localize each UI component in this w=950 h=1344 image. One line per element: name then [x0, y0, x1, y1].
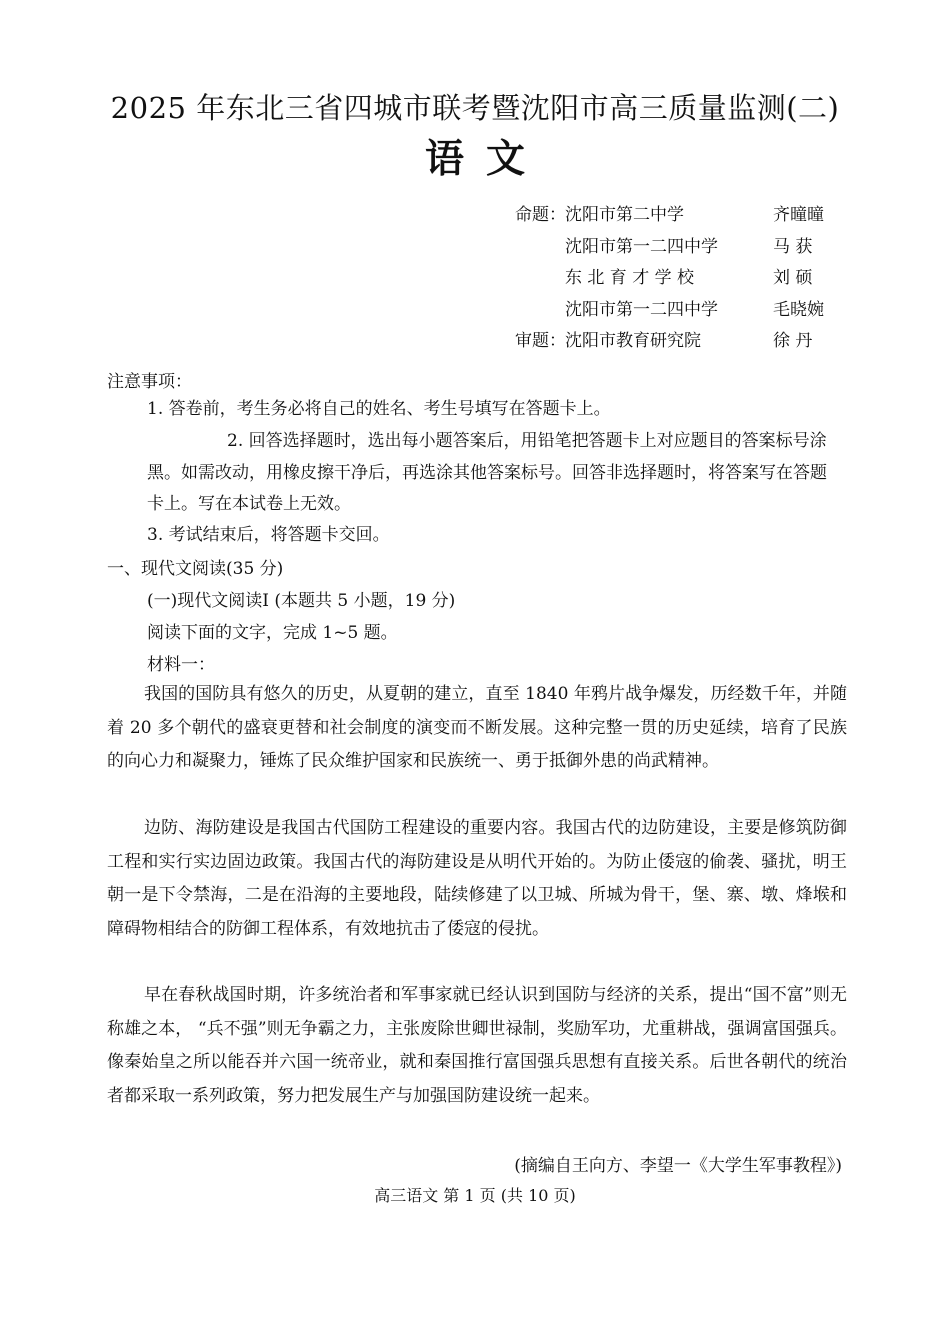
- material-label: 材料一：: [147, 655, 215, 675]
- material-paragraph: 我国的国防具有悠久的历史，从夏朝的建立，直至 1840 年鸦片战争爆发，历经数千年，并随着 20 多个朝代的盛衰更替和社会制度的演变而不断发展。这种完整一贯的历史延续，培育了民族的向心力和凝聚力，锤炼了民众维护国家和民族统一、勇于抵御外患的尚武精神。: [107, 684, 847, 771]
- credit-name: 毛晓婉: [773, 299, 824, 320]
- exam-title: 2025 年东北三省四城市联考暨沈阳市高三质量监测(二): [110, 91, 840, 125]
- source-citation: (摘编自王向方、李望一《大学生军事教程》): [514, 1156, 842, 1176]
- subject-title: 语文: [424, 136, 547, 182]
- notice-heading: 注意事项：: [107, 372, 192, 392]
- credit-name: 齐曈曈: [773, 205, 824, 225]
- credit-role: 审题：: [515, 331, 566, 351]
- section-subtitle: (一)现代文阅读Ⅰ (本题共 5 小题，19 分): [147, 591, 456, 611]
- notice-item: 1. 答卷前，考生务必将自己的姓名、考生号填写在答题卡上。: [147, 399, 611, 419]
- credit-name: 徐 丹: [773, 331, 813, 351]
- page-footer: 高三语文 第 1 页 (共 10 页): [374, 1186, 576, 1205]
- material-paragraph: 边防、海防建设是我国古代国防工程建设的重要内容。我国古代的边防建设，主要是修筑防御工程和实行实边固边政策。我国古代的海防建设是从明代开始的。为防止倭寇的偷袭、骚扰，明王朝一是下令禁海，二是在沿海的主要地段，陆续修建了以卫城、所城为骨干，堡、寨、墩、烽堠和障碍物相结合的防御工程体系，有效地抗击了倭寇的侵扰。: [107, 818, 847, 939]
- credit-school: 东 北 育 才 学 校: [565, 268, 695, 288]
- notice-item: 3. 考试结束后，将答题卡交回。: [147, 525, 390, 545]
- credit-name: 刘 硕: [773, 268, 813, 288]
- credit-school: 沈阳市第二中学: [565, 205, 684, 225]
- credit-school: 沈阳市教育研究院: [565, 331, 701, 351]
- credit-name: 马 获: [773, 236, 813, 257]
- credit-school: 沈阳市第一二四中学: [565, 236, 718, 257]
- notice-item: 2. 回答选择题时，选出每小题答案后，用铅笔把答题卡上对应题目的答案标号涂黑。如需改动，用橡皮擦干净后，再选涂其他答案标号。回答非选择题时，将答案写在答题卡上。写在本试卷上无效。: [147, 431, 827, 514]
- material-paragraph: 早在春秋战国时期，许多统治者和军事家就已经认识到国防与经济的关系，提出“国不富”则无称雄之本， “兵不强”则无争霸之力，主张废除世卿世禄制，奖励军功，尤重耕战，强调富国强兵。像秦始皇之所以能吞并六国一统帝业，就和秦国推行富国强兵思想有直接关系。后世各朝代的统治者都采取一系列政策，努力把发展生产与加强国防建设统一起来。: [107, 985, 847, 1106]
- credit-school: 沈阳市第一二四中学: [565, 299, 718, 320]
- section-title: 一、现代文阅读(35 分): [107, 559, 284, 579]
- reading-instruction: 阅读下面的文字，完成 1~5 题。: [147, 623, 398, 643]
- credit-role: 命题：: [515, 205, 566, 225]
